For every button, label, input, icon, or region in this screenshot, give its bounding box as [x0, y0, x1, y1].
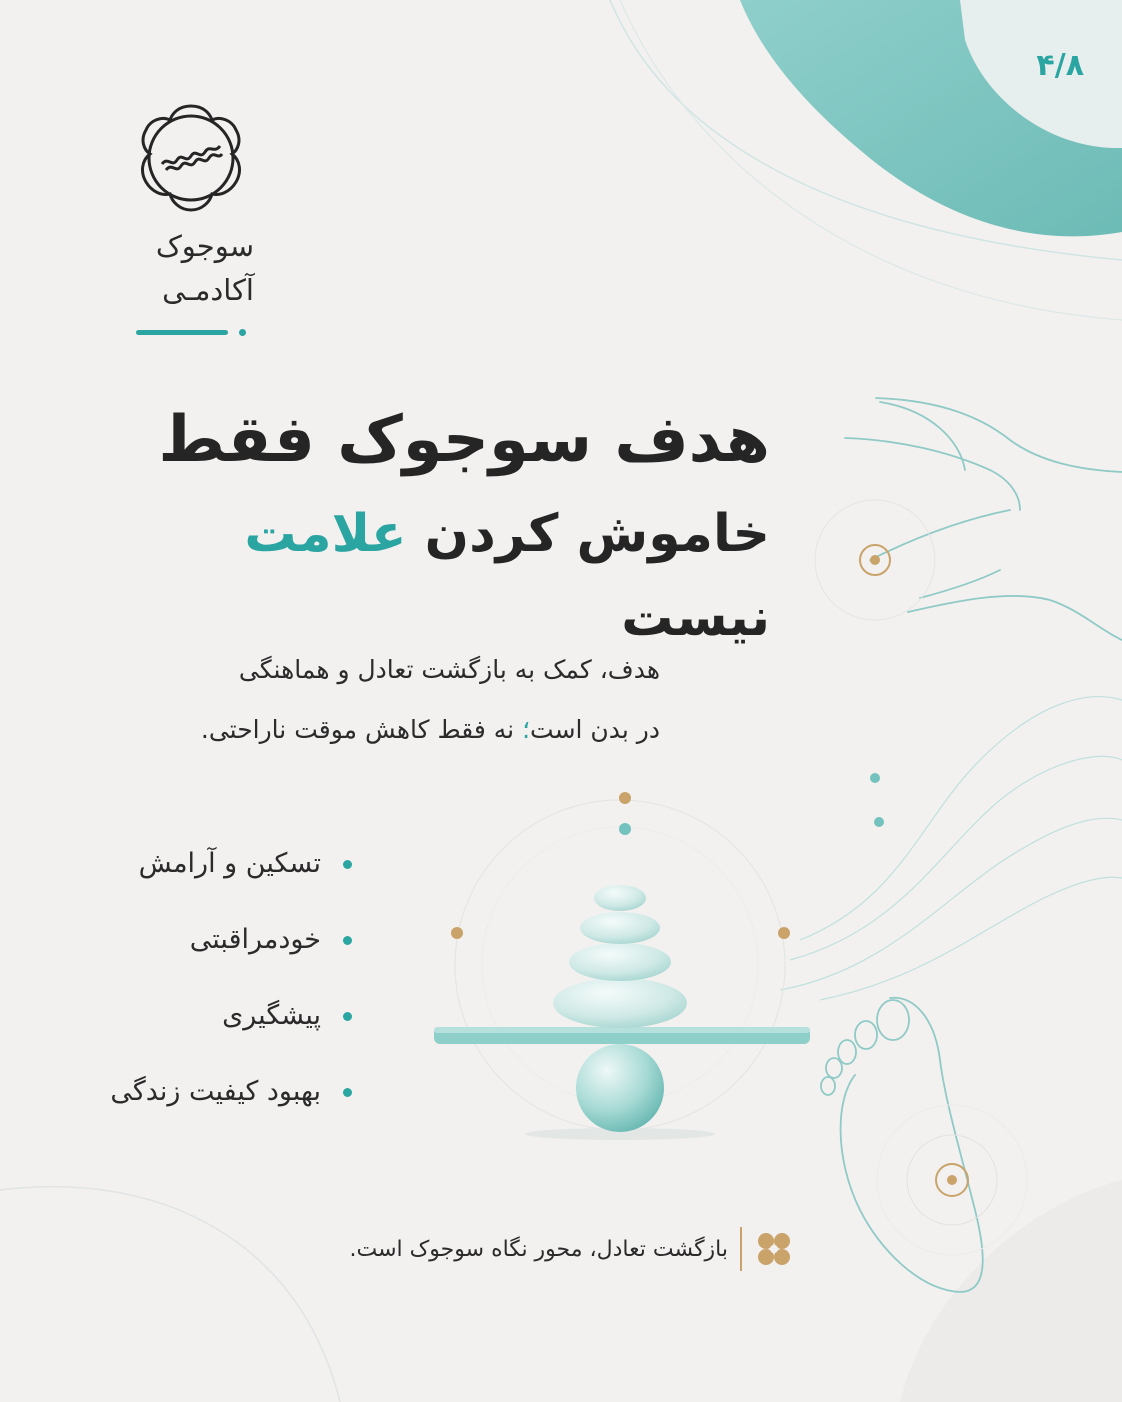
headline-line-1: هدف سوجوک فقط — [158, 403, 770, 477]
paragraph-line-2-end: نه فقط کاهش موقت ناراحتی. — [200, 715, 523, 744]
foot-illustration — [821, 998, 983, 1292]
headline-line-2-end: نیست — [621, 588, 770, 648]
logo-underline-dot — [239, 329, 246, 336]
list-item — [0, 848, 352, 924]
description-paragraph — [120, 640, 660, 760]
bullet-dot-icon — [343, 1088, 352, 1097]
headline — [110, 398, 770, 660]
list-item-label: خودمراقبتی — [189, 924, 321, 955]
balance-stones-illustration — [434, 792, 810, 1140]
footer-divider — [740, 1227, 742, 1271]
list-item-label: تسکین و آرامش — [138, 848, 321, 879]
paragraph-line-2-start: در بدن است — [530, 715, 660, 744]
logo-underline — [136, 330, 228, 335]
hand-illustration — [845, 398, 1122, 640]
list-item — [0, 1076, 352, 1152]
footer-note — [312, 1226, 792, 1272]
bullet-dot-icon — [343, 860, 352, 869]
page-indicator: ۴/۸ — [1036, 48, 1084, 83]
list-item-label: بهبود کیفیت زندگی — [110, 1076, 321, 1107]
list-item-label: پیشگیری — [222, 1000, 321, 1031]
list-item — [0, 924, 352, 1000]
logo-line-2: آکادمـی — [162, 273, 254, 307]
logo-line-1: سوجوک — [155, 229, 254, 263]
clover-icon — [756, 1231, 792, 1267]
list-item — [0, 1000, 352, 1076]
paragraph-semicolon: ؛ — [522, 715, 531, 744]
logo-emblem-icon — [132, 98, 250, 220]
headline-accent-word: علامت — [244, 504, 407, 564]
benefits-list — [0, 848, 352, 1152]
bullet-dot-icon — [343, 936, 352, 945]
headline-line-2-start: خاموش کردن — [406, 504, 770, 564]
paragraph-line-1: هدف، کمک به بازگشت تعادل و هماهنگی — [238, 655, 660, 684]
footer-text: بازگشت تعادل، محور نگاه سوجوک است. — [349, 1236, 728, 1262]
headline-line-2 — [110, 492, 770, 660]
paragraph-line-2 — [120, 700, 660, 760]
bullet-dot-icon — [343, 1012, 352, 1021]
logo — [132, 98, 252, 312]
